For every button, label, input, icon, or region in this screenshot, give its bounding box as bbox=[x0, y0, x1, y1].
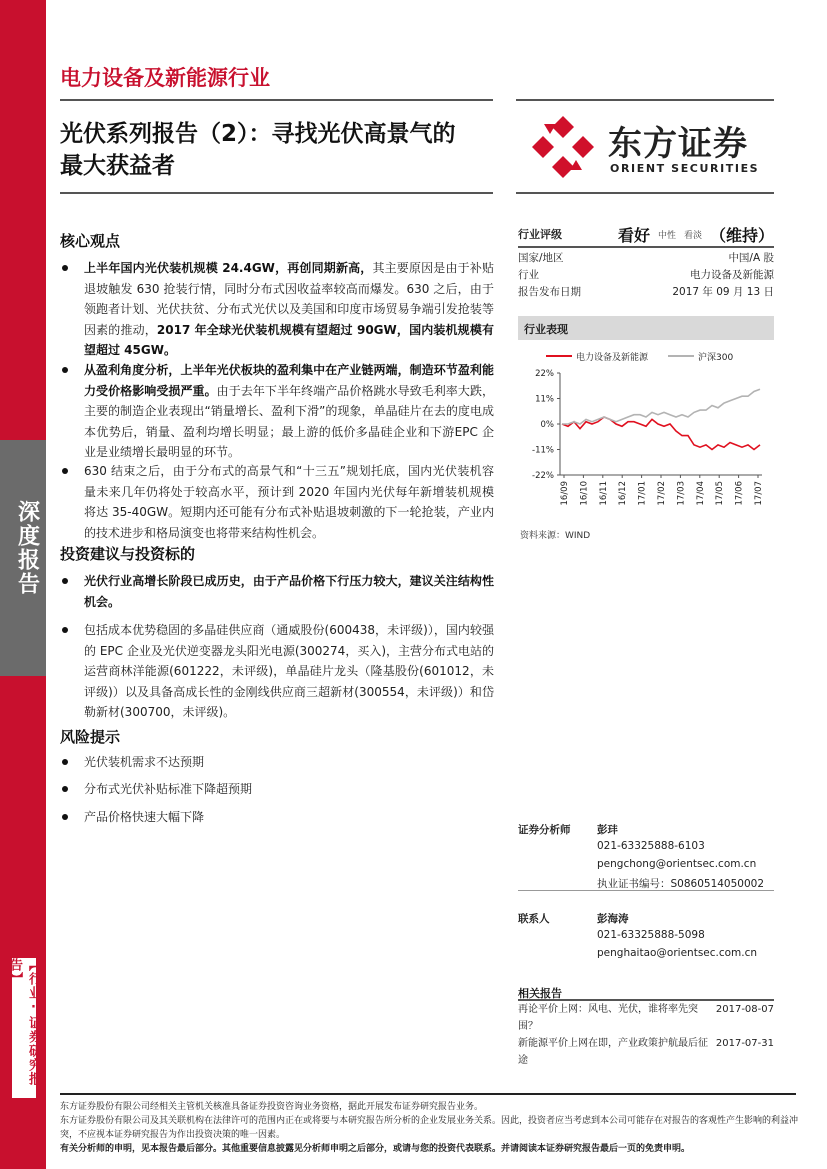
company-logo bbox=[528, 112, 768, 182]
y-tick-label: 22% bbox=[535, 369, 554, 379]
x-tick-label: 17/02 bbox=[657, 481, 667, 506]
rating-label: 行业评级 bbox=[518, 228, 562, 241]
header-rule-right bbox=[516, 99, 774, 101]
x-tick-label: 17/03 bbox=[676, 481, 687, 506]
rating-bad: 看淡 bbox=[683, 230, 702, 241]
core-bullet-3-text: 630 结束之后，由于分布式的高景气和“十三五”规划托底，国内光伏装机容量未来几年仍将处于较高水平，预计到 2020 年国内光伏每年新增装机规模将达 35-40GW。短期内还可能有分布式补贴退坡刺激的下一轮抢装，产业内的技术进步和格局演变也将带来结构性机会。 bbox=[84, 464, 494, 540]
core-bullet-1-bold-2: 2017 年全球光伏装机规模有望超过 90GW，国内装机规模有望超过 45GW。 bbox=[84, 322, 494, 357]
x-tick-label: 16/12 bbox=[618, 481, 629, 506]
core-view-title: 核心观点 bbox=[60, 232, 121, 250]
footer-rule bbox=[60, 1093, 796, 1095]
investment-bullet-2 bbox=[62, 620, 494, 723]
contact-label: 联系人 bbox=[518, 913, 550, 925]
y-tick-label: -22% bbox=[532, 471, 554, 481]
chart-source: 资料来源：WIND bbox=[520, 531, 591, 541]
analyst-label: 证券分析师 bbox=[518, 824, 571, 836]
investment-title: 投资建议与投资标的 bbox=[60, 545, 196, 563]
core-view-bullet-1 bbox=[62, 258, 494, 361]
rating-row bbox=[518, 222, 774, 246]
report-category-tag: 【行业·证券研究报告】 bbox=[12, 958, 36, 1098]
legend-label: 电力设备及新能源 bbox=[576, 353, 649, 363]
report-title bbox=[60, 118, 505, 182]
x-tick-label: 17/01 bbox=[637, 481, 648, 506]
x-tick-label: 17/07 bbox=[754, 481, 764, 506]
rating-good: 看好 bbox=[617, 225, 650, 245]
title-rule-left bbox=[60, 192, 493, 194]
core-bullet-2-bold: 从盈利角度分析，上半年光伏板块的盈利集中在产业链两端，制造环节盈利能力受价格影响受损严重。 bbox=[84, 363, 494, 398]
analyst-name: 彭玤 bbox=[597, 824, 618, 836]
investment-bullet-1-bold: 光伏行业高增长阶段已成历史，由于产品价格下行压力较大，建议关注结构性机会。 bbox=[84, 574, 494, 609]
x-tick-label: 16/11 bbox=[598, 481, 609, 506]
core-bullet-2-text: 由于去年下半年终端产品价格跳水导致毛利率大跌，主要的制造企业表现出“销量增长、盈利下滑”的现象，单晶硅片在去的度电成本优势后，销量、盈利均增长明显；最上游的低价多晶硅企业和下游EPC 企业是业绩增长最明显的环节。 bbox=[84, 383, 494, 459]
analyst-block bbox=[518, 822, 774, 892]
rating-rule bbox=[518, 246, 774, 248]
footer-line-3: 有关分析师的申明，见本报告最后部分。其他重要信息披露见分析师申明之后部分，或请与您的投资代表联系。并请阅读本证券研究报告最后一页的免责申明。 bbox=[60, 1144, 691, 1154]
report-type-label: 深度报告 bbox=[14, 500, 40, 596]
core-view-bullet-2 bbox=[62, 360, 494, 463]
footer-line-2: 东方证券股份有限公司及其关联机构在法律许可的范围内正在或将要与本研究报告所分析的企业发展业务关系。因此，投资者应当考虑到本公司可能存在对报告的客观性产生影响的利益冲突，不应视本证券研究报告为作出投资决策的唯一因素。 bbox=[60, 1116, 799, 1140]
x-tick-label: 16/09 bbox=[560, 481, 570, 506]
related-report-date: 2017-08-07 bbox=[715, 1004, 774, 1015]
date-label: 报告发布日期 bbox=[518, 286, 581, 298]
disclaimer-footer bbox=[60, 1100, 800, 1156]
x-tick-label: 17/04 bbox=[695, 481, 706, 506]
related-reports-title: 相关报告 bbox=[518, 987, 562, 1000]
performance-title: 行业表现 bbox=[524, 323, 568, 336]
y-tick-label: 0% bbox=[540, 420, 554, 430]
x-tick-label: 17/05 bbox=[715, 481, 726, 506]
performance-header bbox=[518, 316, 774, 340]
logo-mark-icon bbox=[528, 112, 598, 182]
industry-header: 电力设备及新能源行业 bbox=[60, 66, 270, 90]
core-view-bullet-3 bbox=[62, 461, 494, 543]
logo-chinese-name: 东方证券 bbox=[608, 124, 748, 164]
logo-english-name: ORIENT SECURITIES bbox=[610, 162, 760, 175]
legend-label: 沪深300 bbox=[698, 353, 734, 363]
analyst-email[interactable]: pengchong@orientsec.com.cn bbox=[597, 858, 757, 870]
date-value: 2017 年 09 月 13 日 bbox=[672, 286, 774, 298]
risk-item: 分布式光伏补贴标准下降超预期 bbox=[62, 779, 494, 800]
related-report-title[interactable]: 再论平价上网：风电、光伏，谁将率先突围？ bbox=[518, 1004, 698, 1032]
y-tick-label: -11% bbox=[532, 445, 554, 456]
contact-phone: 021-63325888-5098 bbox=[597, 929, 705, 941]
contact-name: 彭海涛 bbox=[597, 913, 629, 925]
title-rule-right bbox=[516, 192, 774, 194]
country-value: 中国/A 股 bbox=[728, 252, 774, 264]
performance-chart bbox=[518, 345, 778, 520]
industry-label: 行业 bbox=[518, 269, 539, 281]
date-row bbox=[518, 283, 774, 300]
rating-values bbox=[618, 223, 774, 246]
investment-bullet-2-text: 包括成本优势稳固的多晶硅供应商（通威股份(600438，未评级)），国内较强的 EPC 企业及光伏逆变器龙头阳光电源(300274，买入)，主营分布式电站的运营商林洋能源(601222，未评级)，单晶硅片龙头（隆基股份(601012，未评级)）以及具备高成长性的金刚线供应商三超新材(300554，未评级)）和岱勒新材(300700，未评级)。 bbox=[84, 623, 495, 719]
industry-value: 电力设备及新能源 bbox=[690, 269, 774, 281]
country-label: 国家/地区 bbox=[518, 252, 564, 264]
analyst-cert: 执业证书编号：S0860514050002 bbox=[597, 878, 765, 890]
x-tick-label: 16/10 bbox=[579, 481, 590, 506]
risk-item: 产品价格快速大幅下降 bbox=[62, 807, 494, 828]
related-report-date: 2017-07-31 bbox=[715, 1038, 774, 1049]
investment-bullet-1 bbox=[62, 571, 494, 612]
series-line bbox=[562, 389, 760, 424]
core-bullet-1-text: 其主要原因是由于补贴退坡触发 630 抢装行情，同时分布式因收益率较高而爆发。630 之后，由于领跑者计划、光伏扶贫、分布式光伏以及美国和印度市场贸易争端引发抢装等因素的推动， bbox=[84, 261, 494, 337]
risk-item: 光伏装机需求不达预期 bbox=[62, 752, 494, 773]
title-line-2: 最大获益者 bbox=[60, 153, 175, 179]
related-report-item[interactable] bbox=[518, 1001, 774, 1035]
header-rule-left bbox=[60, 99, 493, 101]
x-tick-label: 17/06 bbox=[734, 481, 745, 506]
contact-block bbox=[518, 911, 774, 963]
title-line-1: 光伏系列报告（2）：寻找光伏高景气的 bbox=[60, 121, 456, 147]
analyst-rule bbox=[518, 890, 774, 891]
rating-maintain: （维持） bbox=[709, 225, 774, 245]
related-report-title[interactable]: 新能源平价上网在即，产业政策护航最后征途 bbox=[518, 1038, 708, 1066]
contact-email[interactable]: penghaitao@orientsec.com.cn bbox=[597, 947, 758, 959]
y-tick-label: 11% bbox=[535, 394, 554, 405]
industry-row bbox=[518, 266, 774, 283]
core-bullet-1-bold-1: 上半年国内光伏装机规模 24.4GW，再创同期新高， bbox=[84, 261, 373, 275]
analyst-phone: 021-63325888-6103 bbox=[597, 840, 705, 852]
risk-title: 风险提示 bbox=[60, 728, 121, 746]
rating-neutral: 中性 bbox=[657, 230, 676, 241]
footer-line-1: 东方证券股份有限公司经相关主管机关核准具备证券投资咨询业务资格，据此开展发布证券研究报告业务。 bbox=[60, 1102, 484, 1112]
country-row bbox=[518, 249, 774, 266]
related-report-item[interactable] bbox=[518, 1035, 774, 1069]
